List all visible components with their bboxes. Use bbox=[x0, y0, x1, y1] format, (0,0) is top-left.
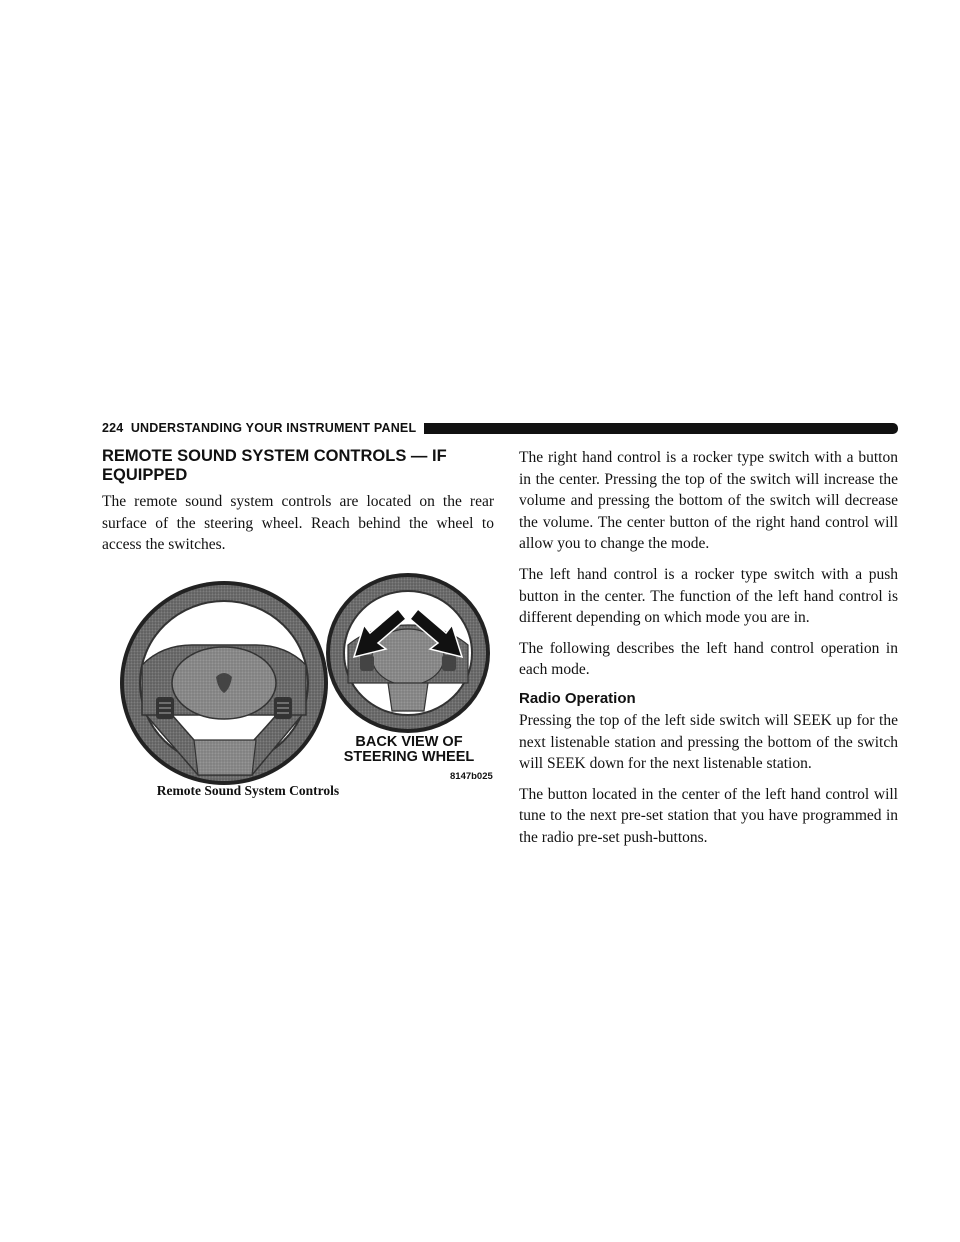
mode-intro-paragraph: The following describes the left hand control operation in each mode. bbox=[519, 639, 898, 679]
seek-paragraph: Pressing the top of the left side switch will SEEK up for the next listenable station and pressing the bottom of the switch will SEEK down for the next listenable station. bbox=[519, 711, 898, 773]
back-wheel bbox=[326, 573, 490, 733]
right-control-paragraph: The right hand control is a rocker type switch with a button in the center. Pressing the top of the switch will increase the volume and pressing the bottom of the switch will decrease the volume. The center button of the right hand control will allow you to change the mode. bbox=[519, 449, 898, 553]
back-left-switch bbox=[360, 655, 374, 671]
left-column bbox=[102, 447, 494, 799]
header-rule bbox=[424, 423, 898, 434]
figure-label bbox=[334, 735, 484, 765]
preset-paragraph: The button located in the center of the left hand control will tune to the next pre-set station that you have programmed in the radio pre-set push-buttons. bbox=[519, 785, 898, 846]
section-heading-line1: REMOTE SOUND SYSTEM CONTROLS — IF bbox=[102, 447, 447, 465]
radio-operation-heading: Radio Operation bbox=[519, 689, 636, 707]
page-header-text bbox=[102, 421, 416, 435]
figure-label-line2: STEERING WHEEL bbox=[343, 748, 475, 765]
section-heading bbox=[102, 447, 494, 485]
figure-code: 8147b025 bbox=[450, 770, 493, 782]
back-right-switch bbox=[442, 655, 456, 671]
figure-caption: Remote Sound System Controls bbox=[156, 782, 340, 798]
section-title: UNDERSTANDING YOUR INSTRUMENT PANEL bbox=[130, 421, 417, 435]
front-wheel bbox=[120, 581, 328, 785]
figure-label-line1: BACK VIEW OF bbox=[355, 733, 463, 750]
steering-wheel-figure bbox=[102, 565, 494, 799]
section-heading-line2: EQUIPPED bbox=[102, 466, 188, 484]
left-control-paragraph: The left hand control is a rocker type switch with a push button in the center. The function of the left hand control is different depending on which mode you are in. bbox=[519, 565, 898, 627]
intro-paragraph: The remote sound system controls are located on the rear surface of the steering wheel. Reach behind the wheel to access the switches. bbox=[102, 493, 494, 554]
page-header bbox=[102, 420, 898, 436]
page-number: 224 bbox=[102, 421, 124, 435]
right-column bbox=[519, 447, 898, 858]
